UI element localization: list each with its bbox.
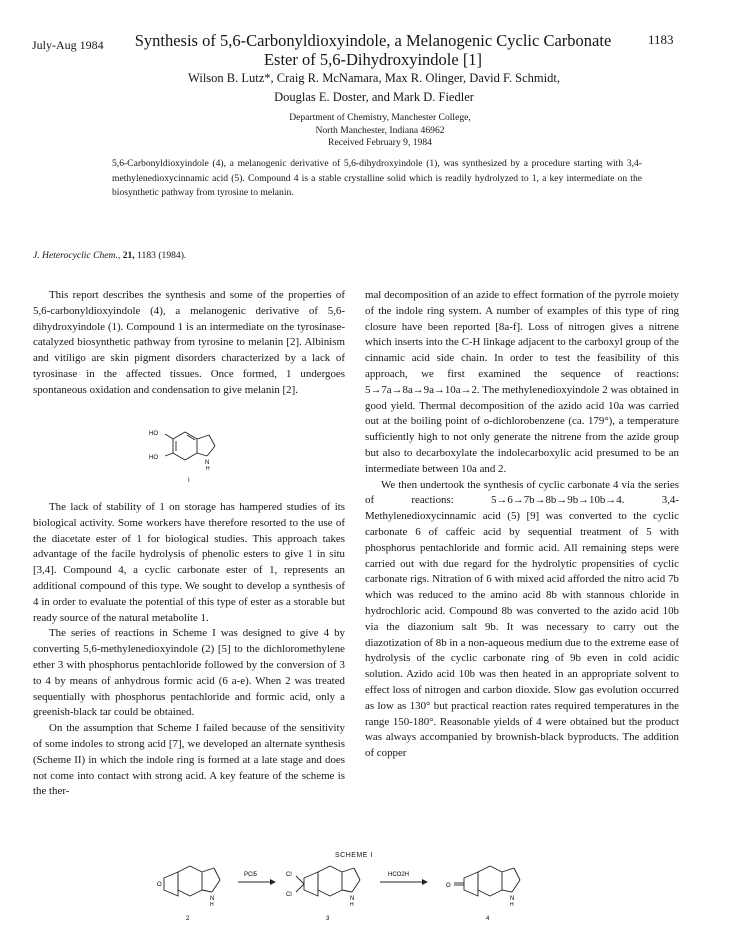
paragraph: We then undertook the synthesis of cyclic carbonate 4 via the series of reactions: 5→6→7b→8b→9b→10b→4. 3,4-Methylenedioxycinnamic acid (5) [9] was converted to the cyclic carbonate 6 of caffeic acid by sequential treatment of 5 with phosphorus pentachloride and formic acid. All remaining steps were carried out with due regard for the hydrolytic propensities of cyclic carbonate rigs. Nitration of 6 with mixed acid afforded the nitro acid 7b which was reduced to the amino acid 8b with stannous chloride in hydrochloric acid. Compound 8b was converted to the azido acid 10b via the diazonium salt 9b. It was necessary to carry out the diazotization of 8b in a non-aqueous medium due to the extreme ease of hydrolysis of the cyclic carbonate ring of 9b even in cold acidic solution. Azido acid 10b was then heated in an appropriate solvent to effect loss of nitrogen and carbon dioxide. Slow gas evolution occurred as low as 130° but practical reaction rates required temperatures in the range 150-180°. Reasonable yields of 4 were obtained but the product was always accompanied by brownish-black byproducts. The addition of copper xyxy=(365,478,679,760)
title-line-1: Synthesis of 5,6-Carbonyldioxyindole, a Melanogenic Cyclic Carbonate xyxy=(134,31,612,50)
body-left-column-top xyxy=(33,288,345,399)
department: Department of Chemistry, Manchester College, xyxy=(289,112,471,123)
paragraph: The series of reactions in Scheme I was designed to give 4 by converting 5,6-methylenedioxyindole (2) [5] to the dichloromethylene ether 3 with phosphorus pentachloride followed by the conversion of 3 to 4 by means of anhydrous formic acid (6 a-e). When 2 was treated sequentially with phosphorus pentachloride and formic acid, only a greenish-black tar could be obtained. xyxy=(33,627,345,719)
location: North Manchester, Indiana 46962 xyxy=(315,124,445,136)
scheme-1-diagram xyxy=(140,862,610,932)
h-label: H xyxy=(206,466,210,472)
ho-label-bottom: HO xyxy=(149,455,158,461)
reagent-pcl5: PCl5 xyxy=(244,872,258,878)
compound-4-label: 4 xyxy=(486,916,490,922)
scheme-title: SCHEME I xyxy=(335,852,373,859)
citation xyxy=(33,250,186,261)
compound-2-h: H xyxy=(210,902,214,908)
authors-line-1: Wilson B. Lutz*, Craig R. McNamara, Max R. Olinger, David F. Schmidt, xyxy=(188,71,560,85)
citation-journal: J. Heterocyclic Chem., xyxy=(33,250,121,261)
journal-issue: July-Aug 1984 xyxy=(32,38,104,52)
body-left-column-bottom xyxy=(33,500,345,800)
compound-2-nh: N xyxy=(210,896,215,902)
reaction-arrow-2-head xyxy=(422,879,428,885)
paragraph: On the assumption that Scheme I failed because of the sensitivity of some indoles to strong acid [7], we developed an alternate synthesis (Scheme II) in which the indole ring is formed at a late stage and does not come into contact with strong acid. A key feature of the scheme is the ther- xyxy=(33,722,345,798)
compound-4-structure xyxy=(454,866,520,896)
paragraph: mal decomposition of an azide to effect formation of the pyrrole moiety of the indole ring system. A number of examples of this type of ring closure have been reported [8a-f]. Loss of nitrogen gives a nitrene which inserts into the C-H linkage adjacent to the carboxyl group of the cinnamic acid side chain. In order to test the feasibility of this approach, we first examined the sequence of reactions: 5→7a→8a→9a→10a→2. The methylenedioxyindole 2 was obtained in good yield. Thermal decomposition of the azido acid 10a was carried out at the boiling point of o-dichlorobenzene (ca. 179°), a temperature sufficiently high to not only generate the nitrene from the azide group but also to decarboxylate the indolecarboxylic acid presumed to be an intermediate between 10a and 2. xyxy=(365,289,679,475)
compound-3-label: 3 xyxy=(326,916,330,922)
compound-3-structure xyxy=(296,866,360,896)
ho-label-top: HO xyxy=(149,431,158,437)
compound-2-oxygen: O xyxy=(157,882,162,888)
authors xyxy=(60,69,688,107)
compound-4-nh: N xyxy=(510,896,515,902)
structure-bonds xyxy=(165,432,215,460)
title-line-2: Ester of 5,6-Dihydroxyindole [1] xyxy=(263,50,483,69)
page-number: 1183 xyxy=(648,32,674,47)
received-date: Received February 9, 1984 xyxy=(328,137,432,148)
paragraph: This report describes the synthesis and some of the properties of 5,6-carbonyldioxyindole (4), a melanogenic derivative of 5,6-dihydroxyindole (1). Compound 1 is an intermediate on the tyrosinase-catalyzed biosynthetic pathway from tyrosine to melanin [2]. Albinism and vitiligo are skin pigment disorders characterized by a lack of tyrosinase in the affected tissues. Once formed, 1 undergoes spontaneous oxidation and condensation to give melanin [2]. xyxy=(33,289,345,396)
compound-3-nh: N xyxy=(350,896,355,902)
compound-3-h: H xyxy=(350,902,354,908)
paragraph: The lack of stability of 1 on storage has hampered studies of its biological activity. Some workers have therefore resorted to the use of the diacetate ester of 1 for biological studies. This approach takes advantage of the facile hydrolysis of phenolic esters to give 1 in situ [3,4]. Compound 4, a cyclic carbonate ester of 1, represents an additional compound of this type. We sought to develop a synthesis of 4 in order to evaluate the potential of this type of ester as a storable but ready source of the natural metabolite 1. xyxy=(33,501,345,624)
compound-4-h: H xyxy=(510,902,514,908)
compound-2-label: 2 xyxy=(186,916,190,922)
compound-4-carbonyl-oxygen: O xyxy=(446,883,451,889)
dihydroxyindole-structure xyxy=(143,420,243,488)
nh-label: N xyxy=(205,460,210,466)
authors-line-2: Douglas E. Doster, and Mark D. Fiedler xyxy=(274,90,474,104)
article-title xyxy=(100,31,646,69)
reagent-hco2h: HCO2H xyxy=(388,872,410,878)
affiliation xyxy=(160,112,600,150)
compound-label: I xyxy=(188,478,190,484)
citation-volume: 21, xyxy=(122,250,135,261)
citation-pages: 1183 (1984). xyxy=(137,250,187,261)
compound-2-structure xyxy=(164,866,220,896)
compound-3-chlorine-bottom: Cl xyxy=(286,892,292,898)
body-right-column xyxy=(365,288,679,762)
reaction-arrow-1-head xyxy=(270,879,276,885)
compound-3-chlorine-top: Cl xyxy=(286,872,292,878)
abstract: 5,6-Carbonyldioxyindole (4), a melanogenic derivative of 5,6-dihydroxyindole (1), was synthesized by a procedure starting with 3,4-methylenedioxycinnamic acid (5). Compound 4 is a stable crystalline solid which is readily hydrolyzed to 1, a key intermediate on the biosynthetic pathway from tyrosine to melanin. xyxy=(112,158,642,198)
